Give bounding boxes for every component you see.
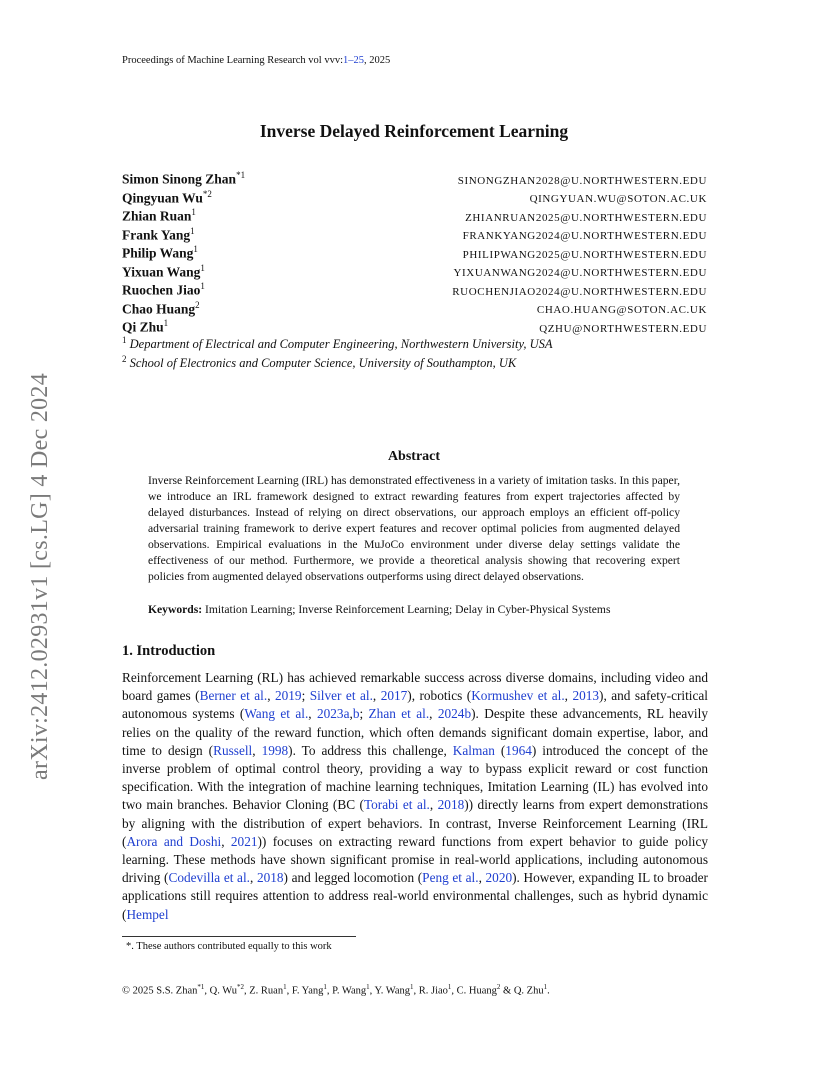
affiliation-text: School of Electronics and Computer Science, University of Southampton, UK [129, 356, 517, 371]
intro-text: ; [359, 706, 369, 722]
citation-link[interactable]: 1964 [505, 742, 532, 758]
author-affiliation-marker: 1 [200, 281, 205, 291]
intro-text: , [249, 870, 257, 886]
author-name [122, 207, 196, 225]
affiliation-marker: 2 [122, 354, 127, 364]
author-affiliation-marker: *2 [202, 188, 212, 199]
intro-text: , [308, 706, 317, 722]
citation-link[interactable]: Wang et al. [244, 706, 309, 722]
copyright-author: & Q. Zhu [500, 985, 544, 997]
citation-link[interactable]: Kalman [452, 742, 495, 758]
copyright-author: , P. Wang [326, 985, 367, 997]
citation-link[interactable]: Codevilla et al. [168, 870, 250, 886]
author-affiliation-marker: 1 [200, 262, 205, 273]
citation-link[interactable]: 2019 [274, 688, 302, 704]
author-name-text: Ruochen Jiao [122, 282, 201, 298]
keywords-label: Keywords: [148, 603, 203, 616]
intro-text: ). To address this challenge, [288, 742, 453, 758]
affiliation-marker: 1 [122, 335, 127, 345]
intro-text: ; [301, 688, 310, 704]
author-email: FRANKYANG2024@U.NORTHWESTERN.EDU [462, 230, 707, 242]
copyright-marker: *1 [197, 983, 205, 991]
author-name-text: Yixuan Wang [122, 264, 201, 279]
author-affiliation-marker: 2 [195, 299, 200, 310]
copyright-marker: 2 [496, 983, 501, 991]
citation-link[interactable]: Torabi et al. [363, 797, 430, 813]
affiliation-text: Department of Electrical and Computer Engineering, Northwestern University, USA [129, 337, 553, 352]
copyright-marker: 1 [543, 983, 548, 991]
abstract-text: Inverse Reinforcement Learning (IRL) has demonstrated effectiveness in a variety of imitation tasks. In this paper, we introduce an IRL framework designed to extract rewarding features from expert trajectories affected by delayed disturbances. Instead of relying on direct observations, our approach employs an efficient off-policy adversarial training framework to derive expert features and recover optimal policies from augmented delayed observations. Empirical evaluations in the MuJoCo environment under diverse delay settings validate the effectiveness of our method. Furthermore, we provide a theoretical analysis showing that recovering expert policies from augmented delayed observations outperforms using direct delayed observations. [148, 474, 680, 583]
citation-link[interactable]: Arora and Doshi [126, 833, 222, 849]
copyright-marker: 1 [410, 983, 414, 991]
author-affiliation-marker: 1 [163, 318, 169, 328]
footnote-rule [122, 936, 356, 937]
copyright-author: . [547, 985, 550, 997]
copyright-author: , R. Jiao [413, 985, 448, 997]
arxiv-stamp: arXiv:2412.02931v1 [cs.LG] 4 Dec 2024 [27, 372, 53, 780]
citation-link[interactable]: 2024b [437, 706, 472, 722]
affiliation-1 [122, 335, 553, 352]
copyright-author: , Q. Wu [204, 985, 237, 997]
author-name-text: Simon Sinong Zhan [122, 171, 237, 187]
author-email: CHAO.HUANG@SOTON.AC.UK [536, 304, 707, 316]
copyright-marker: 1 [323, 983, 327, 991]
author-name-text: Qi Zhu [122, 319, 164, 335]
citation-link[interactable]: 1998 [261, 742, 289, 758]
author-email: QZHU@NORTHWESTERN.EDU [539, 322, 707, 335]
citation-link[interactable]: 2018 [437, 797, 465, 813]
intro-text: ), robotics ( [407, 688, 472, 704]
author-name-text: Zhian Ruan [122, 208, 192, 224]
author-row [122, 244, 707, 263]
author-row [122, 318, 707, 337]
header-suffix: , 2025 [364, 55, 391, 66]
copyright-line [122, 983, 550, 997]
copyright-author: , F. Yang [286, 985, 324, 997]
author-affiliation-marker: 1 [190, 225, 195, 236]
author-name-text: Chao Huang [122, 301, 196, 316]
citation-link[interactable]: 2013 [572, 688, 600, 704]
keywords [148, 603, 708, 616]
citation-link[interactable]: b [352, 706, 360, 722]
intro-text: , [429, 797, 438, 813]
affiliation-2 [122, 354, 516, 371]
copyright-marker: *2 [237, 983, 244, 991]
citation-link[interactable]: Russell [213, 742, 253, 758]
author-name-text: Philip Wang [122, 245, 194, 261]
section-heading-introduction: 1. Introduction [122, 643, 216, 659]
citation-link[interactable]: Zhan et al. [368, 706, 430, 722]
intro-text: , [478, 870, 486, 886]
intro-text: , [267, 688, 275, 704]
author-email: PHILIPWANG2025@U.NORTHWESTERN.EDU [462, 248, 707, 261]
citation-link[interactable]: 2018 [256, 870, 284, 886]
author-row [122, 300, 707, 319]
footnote: *. These authors contributed equally to this work [126, 941, 332, 952]
intro-text: , [349, 706, 353, 722]
copyright-marker: 1 [447, 983, 452, 991]
author-email: YIXUANWANG2024@U.NORTHWESTERN.EDU [453, 267, 707, 279]
intro-text: ). However, expanding IL to broader applications still requires attention to address real-world environmental challenges, such as hybrid dynamic ( [122, 870, 708, 922]
author-affiliation-marker: *1 [236, 170, 246, 180]
intro-text: , [221, 833, 231, 849]
citation-link[interactable]: 2023a [316, 706, 350, 722]
intro-text: ), and safety-critical autonomous systems ( [122, 688, 708, 722]
intro-text: Reinforcement Learning (RL) has achieved remarkable success across diverse domains, including video and board games ( [122, 670, 708, 704]
citation-link[interactable]: 2017 [380, 688, 408, 704]
copyright-author: , Y. Wang [369, 985, 410, 997]
citation-link[interactable]: Berner et al. [199, 688, 268, 704]
copyright-author: , C. Huang [451, 985, 497, 997]
copyright-marker: 1 [366, 983, 370, 991]
citation-link[interactable]: 2021 [230, 833, 258, 849]
author-name [122, 263, 205, 281]
copyright-author: , Z. Ruan [244, 985, 284, 997]
paper-title: Inverse Delayed Reinforcement Learning [259, 121, 569, 141]
copyright-prefix: © 2025 S.S. Zhan [122, 985, 198, 997]
author-name [122, 170, 245, 188]
author-name [122, 189, 212, 207]
author-affiliation-marker: 1 [193, 244, 198, 254]
intro-text: , [564, 688, 573, 704]
intro-text: )) focuses on extracting reward functions from expert behavior to guide policy learning. These methods have shown significant promise in real-world applications, including autonomous driving ( [122, 833, 709, 886]
citation-link[interactable]: Silver et al. [309, 688, 373, 704]
author-name-text: Frank Yang [122, 227, 191, 242]
author-row [122, 263, 707, 282]
author-row [122, 281, 707, 300]
citation-link[interactable]: Peng et al. [422, 870, 479, 886]
intro-text: , [252, 742, 262, 758]
intro-text: ) and legged locomotion ( [283, 870, 423, 886]
keywords-text: Imitation Learning; Inverse Reinforcement Learning; Delay in Cyber-Physical Systems [205, 603, 611, 616]
introduction-paragraph [122, 669, 708, 924]
author-affiliation-marker: 1 [191, 207, 196, 217]
author-name [122, 244, 198, 262]
copyright-marker: 1 [283, 983, 287, 991]
author-row [122, 207, 707, 226]
author-name [122, 318, 168, 336]
author-name [122, 281, 205, 299]
author-row [122, 170, 707, 189]
author-list [122, 170, 707, 337]
author-email: RUOCHENJIAO2024@U.NORTHWESTERN.EDU [452, 285, 707, 298]
citation-link[interactable]: 2020 [485, 870, 513, 886]
intro-text: ( [494, 742, 506, 758]
author-name [122, 226, 195, 244]
author-name [122, 300, 200, 318]
citation-link[interactable]: Kormushev et al. [471, 688, 565, 704]
intro-text: ) introduced the concept of the inverse problem of optimal control theory, providing a way to bypass explicit reward or cost function specification. With the integration of machine learning techniques, Imitation Learning (IL) has evolved into two main branches. Behavior Cloning (BC ( [122, 742, 708, 813]
author-email: QINGYUAN.WU@SOTON.AC.UK [529, 193, 707, 205]
running-header [122, 55, 390, 66]
author-row [122, 226, 707, 245]
header-pages-link[interactable]: 1–25 [343, 55, 365, 66]
intro-text: )) directly learns from expert demonstrations by aligning with the distribution of expert behaviors. In contrast, Inverse Reinforcement Learning (IRL ( [122, 797, 708, 849]
author-name-text: Qingyuan Wu [122, 190, 203, 205]
intro-text: , [372, 688, 381, 704]
abstract-heading: Abstract [387, 449, 441, 464]
intro-text: ). Despite these advancements, RL heavily relies on the quality of the reward function, which often demands significant domain expertise, labor, and time to design ( [122, 706, 708, 758]
citation-link[interactable]: Hempel [126, 906, 169, 922]
header-prefix: Proceedings of Machine Learning Research vol vvv: [122, 55, 344, 66]
author-row [122, 189, 707, 208]
author-email: ZHIANRUAN2025@U.NORTHWESTERN.EDU [465, 211, 707, 224]
author-email: SINONGZHAN2028@U.NORTHWESTERN.EDU [457, 174, 707, 187]
intro-text: , [429, 706, 438, 722]
